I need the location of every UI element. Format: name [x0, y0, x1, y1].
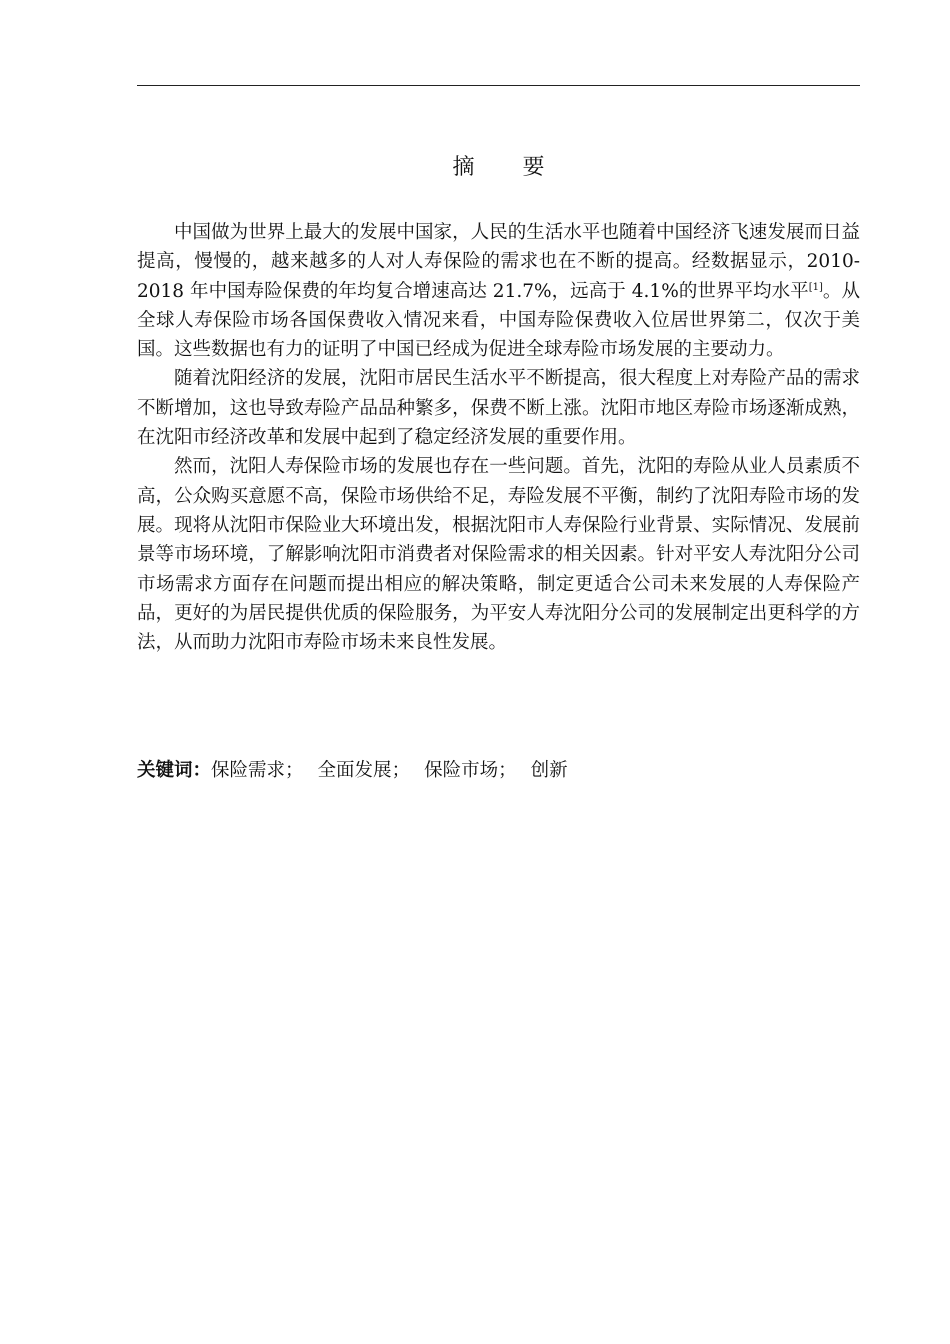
keyword-item: 保险需求: [211, 760, 286, 781]
keyword-item: 保险市场: [424, 760, 499, 781]
keyword-separator: ；: [391, 760, 411, 781]
keywords-line: [137, 756, 860, 786]
abstract-title-char-2: 要: [522, 155, 545, 180]
abstract-paragraph-3: 然而，沈阳人寿保险市场的发展也存在一些问题。首先，沈阳的寿险从业人员素质不高，公众购买意愿不高，保险市场供给不足，寿险发展不平衡，制约了沈阳寿险市场的发展。现将从沈阳市保险业大环境出发，根据沈阳市人寿保险行业背景、实际情况、发展前景等市场环境，了解影响沈阳市消费者对保险需求的相关因素。针对平安人寿沈阳分公司市场需求方面存在问题而提出相应的解决策略，制定更适合公司未来发展的人寿保险产品，更好的为居民提供优质的保险服务，为平安人寿沈阳分公司的发展制定出更科学的方法，从而助力沈阳市寿险市场未来良性发展。: [137, 456, 860, 654]
abstract-paragraph-1-tail: 。从全球人寿保险市场各国保费收入情况来看，中国寿险保费收入位居世界第二，仅次于美国。这些数据也有力的证明了中国已经成为促进全球寿险市场发展的主要动力。: [137, 280, 860, 361]
abstract-body: [137, 218, 860, 657]
keyword-item: 全面发展: [317, 760, 392, 781]
citation-marker: [1]: [808, 281, 823, 293]
keyword-separator: ；: [285, 760, 304, 781]
abstract-paragraph-1: [137, 218, 860, 364]
keyword-separator: ；: [498, 760, 517, 781]
keyword-item: 创新: [530, 760, 568, 781]
abstract-paragraph-2: 随着沈阳经济的发展，沈阳市居民生活水平不断提高，很大程度上对寿险产品的需求不断增加，这也导致寿险产品品种繁多，保费不断上涨。沈阳市地区寿险市场逐渐成熟， 在沈阳市经济改革和发展中起到了稳定经济发展的重要作用。: [137, 368, 860, 449]
keywords-label: 关键词：: [137, 760, 212, 781]
abstract-paragraph-1-text: 中国做为世界上最大的发展中国家，人民的生活水平也随着中国经济飞速发展而日益提高，慢慢的，越来越多的人对人寿保险的需求也在不断的提高。经数据显示，2010-2018 年中国寿险保费的年均复合增速高达 21.7%，远高于 4.1%的世界平均水平: [137, 222, 860, 302]
header-rule: [137, 85, 860, 86]
abstract-title-char-1: 摘: [452, 155, 475, 180]
abstract-title: [137, 152, 860, 184]
